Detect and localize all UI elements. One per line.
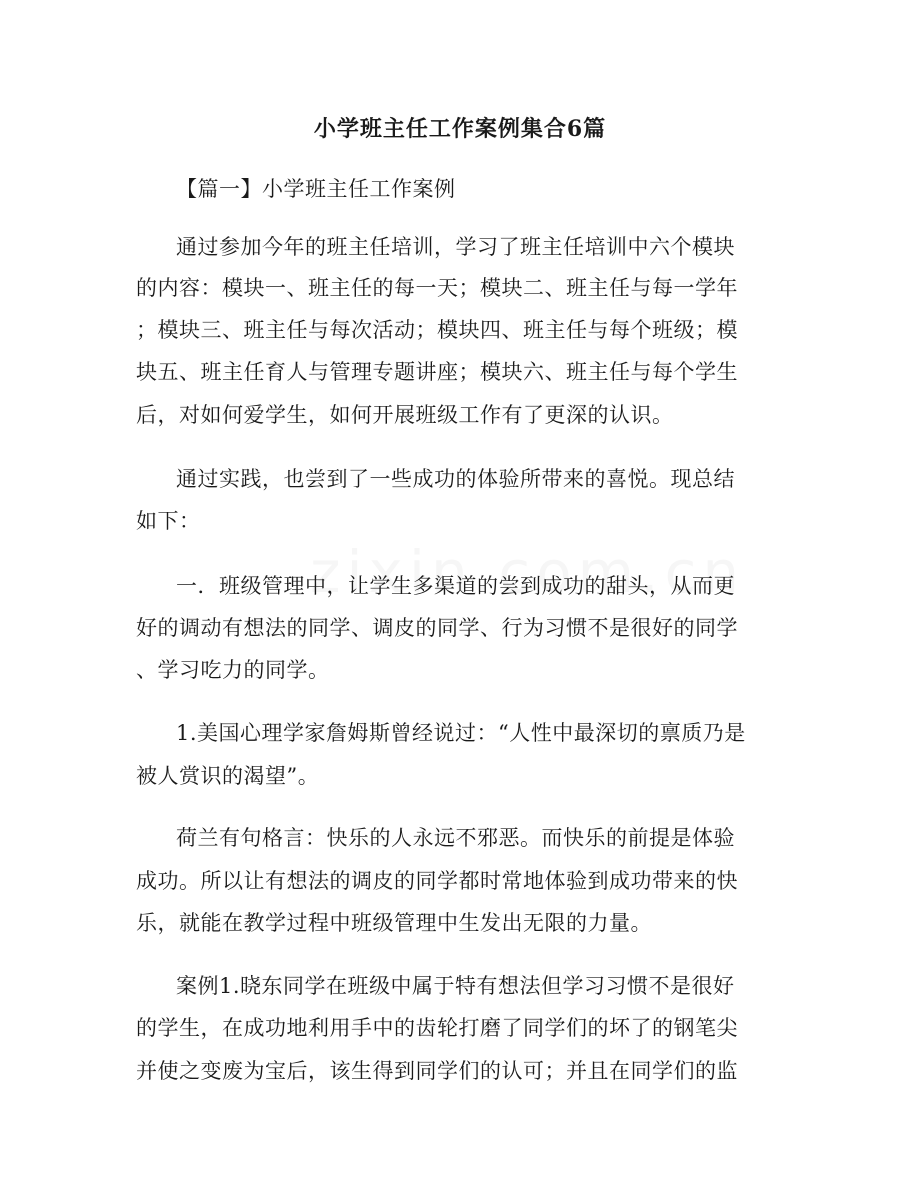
paragraph-line: 并使之变废为宝后，该生得到同学们的认可；并且在同学们的监 (136, 1059, 738, 1083)
section-heading: 【篇一】小学班主任工作案例 (176, 177, 456, 201)
paragraph-line: 1.美国心理学家詹姆斯曾经说过：“人性中最深切的禀质乃是 (176, 721, 746, 745)
paragraph-line: 的学生，在成功地利用手中的齿轮打磨了同学们的坏了的钢笔尖 (136, 1016, 738, 1040)
paragraph-line: 好的调动有想法的同学、调皮的同学、行为习惯不是很好的同学 (136, 616, 738, 640)
paragraph-line: 后，对如何爱学生，如何开展班级工作有了更深的认识。 (136, 403, 674, 427)
paragraph-line: 荷兰有句格言：快乐的人永远不邪恶。而快乐的前提是体验 (176, 826, 735, 850)
paragraph-line: 案例1.晓东同学在班级中属于特有想法但学习习惯不是很好 (176, 974, 735, 998)
paragraph-line: 的内容：模块一、班主任的每一天；模块二、班主任与每一学年 (136, 276, 738, 300)
paragraph-line: 乐，就能在教学过程中班级管理中生发出无限的力量。 (136, 911, 652, 935)
paragraph-line: 如下： (136, 509, 201, 533)
paragraph-line: 成功。所以让有想法的调皮的同学都时常地体验到成功带来的快 (136, 869, 738, 893)
paragraph-line: 、学习吃力的同学。 (136, 658, 330, 682)
paragraph-line: 块五、班主任育人与管理专题讲座；模块六、班主任与每个学生 (136, 360, 738, 384)
paragraph-line: 通过实践，也尝到了一些成功的体验所带来的喜悦。现总结 (176, 467, 735, 491)
paragraph-line: 通过参加今年的班主任培训，学习了班主任培训中六个模块 (176, 235, 735, 259)
paragraph-line: ；模块三、班主任与每次活动；模块四、班主任与每个班级；模 (136, 318, 738, 342)
paragraph-line: 被人赏识的渴望”。 (136, 764, 320, 788)
paragraph-line: 一．班级管理中，让学生多渠道的尝到成功的甜头，从而更 (176, 574, 735, 598)
document-title: 小学班主任工作案例集合6篇 (313, 116, 607, 142)
